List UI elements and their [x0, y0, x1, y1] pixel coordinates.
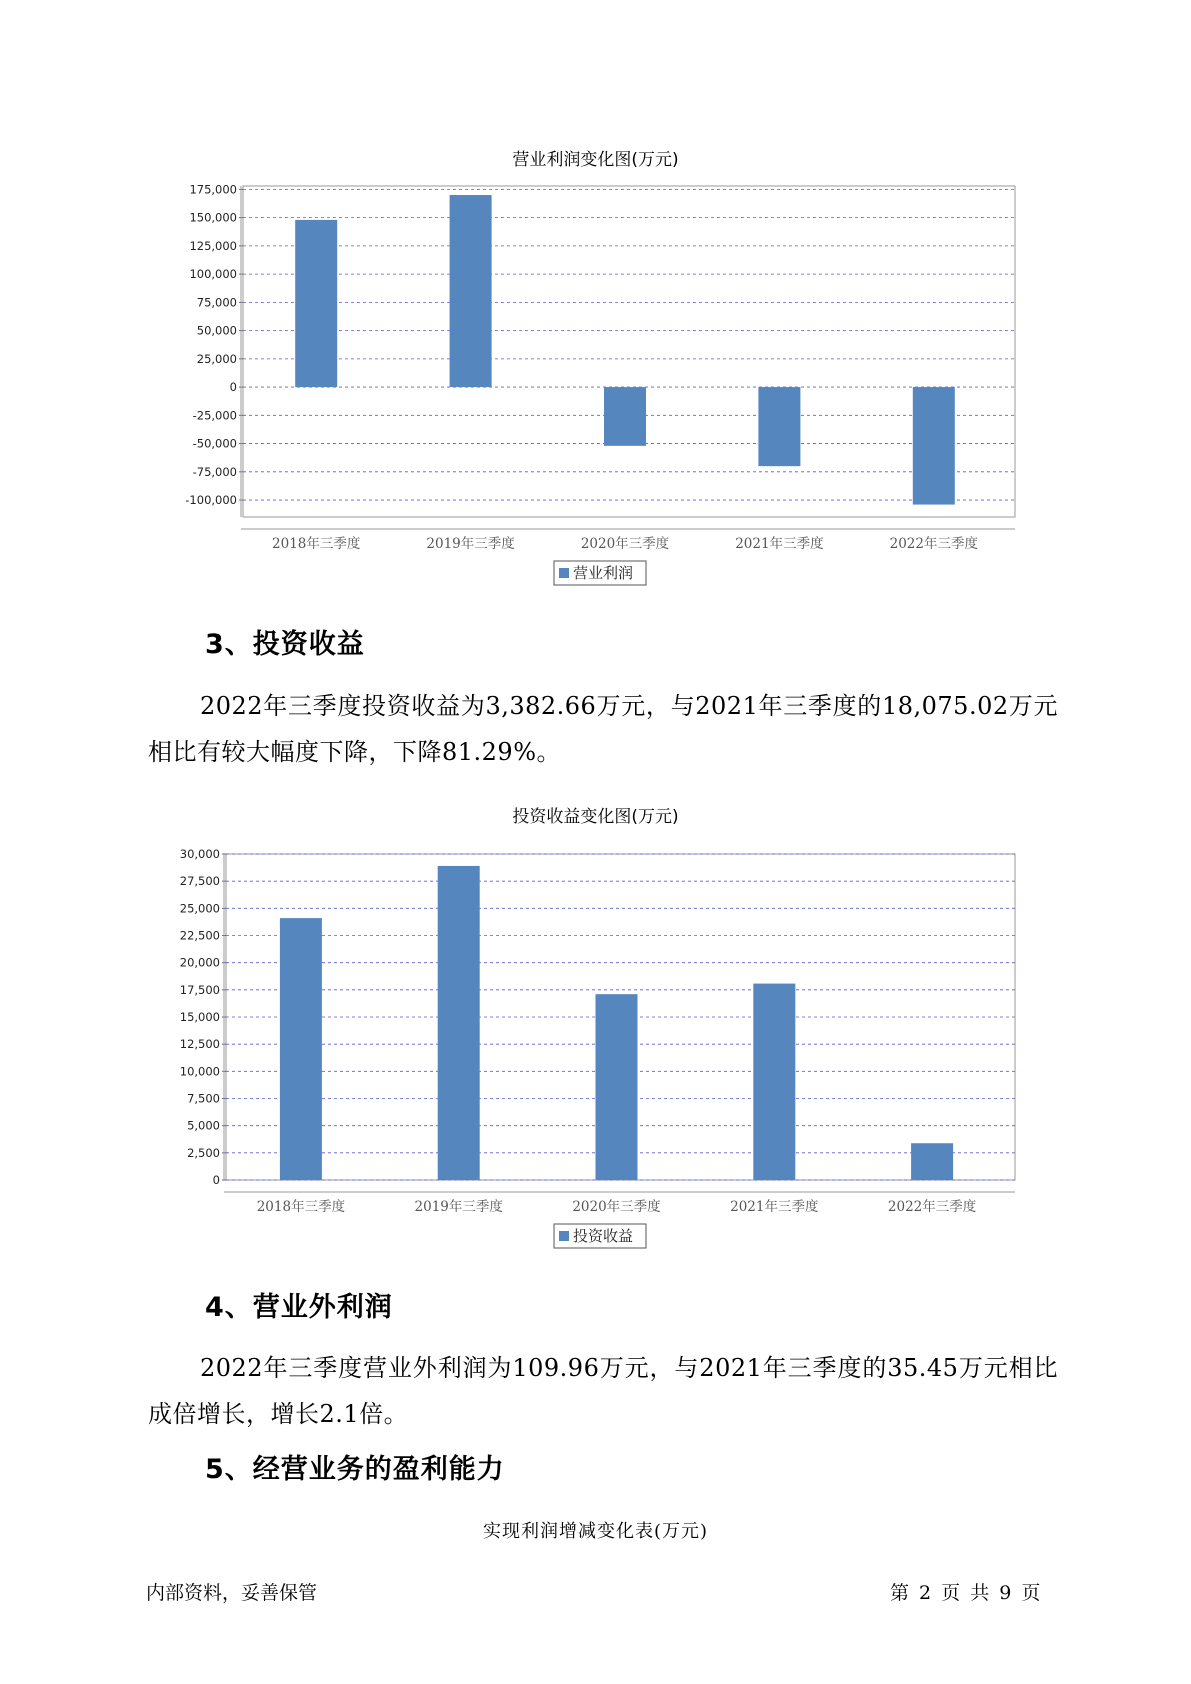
- x-category-label: 2020年三季度: [572, 1199, 661, 1215]
- legend-label: 营业利润: [573, 564, 634, 582]
- operating-profit-chart: [0, 170, 1191, 600]
- y-tick-label: 100,000: [189, 267, 237, 282]
- x-category-label: 2021年三季度: [735, 536, 824, 552]
- y-tick-label: 75,000: [196, 295, 237, 310]
- bar-1: [280, 918, 322, 1180]
- y-tick-label: 7,500: [187, 1091, 220, 1106]
- y-tick-label: 50,000: [196, 323, 237, 338]
- bar-2: [450, 195, 492, 387]
- y-tick-label: 27,500: [179, 874, 220, 889]
- x-category-label: 2021年三季度: [730, 1199, 819, 1215]
- section-5-heading: 5、经营业务的盈利能力: [205, 1454, 505, 1485]
- y-tick-label: 5,000: [187, 1118, 220, 1133]
- y-tick-label: -25,000: [192, 408, 237, 423]
- y-tick-label: 0: [229, 380, 237, 395]
- y-tick-label: -100,000: [185, 493, 237, 508]
- bar-1: [295, 220, 337, 387]
- y-tick-label: 150,000: [189, 210, 237, 225]
- chart1-title: 营业利润变化图(万元): [512, 150, 679, 170]
- y-tick-label: 15,000: [179, 1010, 220, 1024]
- legend-label: 投资收益: [573, 1227, 634, 1245]
- x-category-label: 2018年三季度: [272, 536, 361, 552]
- y-tick-label: -75,000: [192, 464, 237, 479]
- y-tick-label: 0: [212, 1173, 220, 1187]
- y-tick-label: 2,500: [187, 1145, 220, 1160]
- bar-4: [758, 387, 800, 466]
- bar-2: [438, 866, 480, 1180]
- y-tick-label: 25,000: [196, 351, 237, 366]
- x-category-label: 2019年三季度: [426, 536, 515, 552]
- bar-5: [911, 1143, 953, 1180]
- bar-3: [596, 994, 638, 1180]
- y-tick-label: 22,500: [179, 928, 220, 943]
- section-3-paragraph: 2022年三季度投资收益为3,382.66万元，与2021年三季度的18,075.02万元相比有较大幅度下降，下降81.29%。: [148, 692, 1058, 766]
- y-tick-label: 25,000: [179, 901, 220, 916]
- x-category-label: 2022年三季度: [889, 536, 978, 552]
- x-category-label: 2020年三季度: [580, 536, 670, 552]
- plot-area: [243, 186, 1015, 517]
- x-category-label: 2019年三季度: [414, 1199, 503, 1215]
- x-category-label: 2018年三季度: [256, 1199, 346, 1215]
- table-title: 实现利润增减变化表(万元): [482, 1521, 709, 1542]
- y-tick-label: 10,000: [179, 1064, 220, 1079]
- investment-income-chart: [0, 830, 1191, 1260]
- bar-5: [913, 387, 955, 504]
- y-tick-label: 175,000: [189, 182, 237, 197]
- y-tick-label: 12,500: [179, 1037, 220, 1052]
- y-tick-label: 30,000: [179, 847, 220, 861]
- y-tick-label: -50,000: [192, 436, 237, 451]
- chart2-title: 投资收益变化图(万元): [512, 807, 679, 827]
- footer-confidential-note: 内部资料，妥善保管: [146, 1582, 318, 1604]
- y-tick-label: 17,500: [179, 982, 220, 997]
- legend-swatch: [559, 1231, 569, 1241]
- section-4-heading: 4、营业外利润: [205, 1292, 393, 1323]
- y-tick-label: 125,000: [189, 238, 237, 253]
- x-category-label: 2022年三季度: [887, 1199, 977, 1215]
- bar-3: [604, 387, 646, 446]
- legend-swatch: [559, 568, 569, 578]
- y-tick-label: 20,000: [179, 955, 220, 970]
- section-4-paragraph: 2022年三季度营业外利润为109.96万元，与2021年三季度的35.45万元相比成倍增长，增长2.1倍。: [148, 1354, 1058, 1428]
- bar-4: [753, 984, 795, 1180]
- footer-page-number: 第 2 页 共 9 页: [890, 1582, 1041, 1604]
- section-3-heading: 3、投资收益: [205, 629, 365, 660]
